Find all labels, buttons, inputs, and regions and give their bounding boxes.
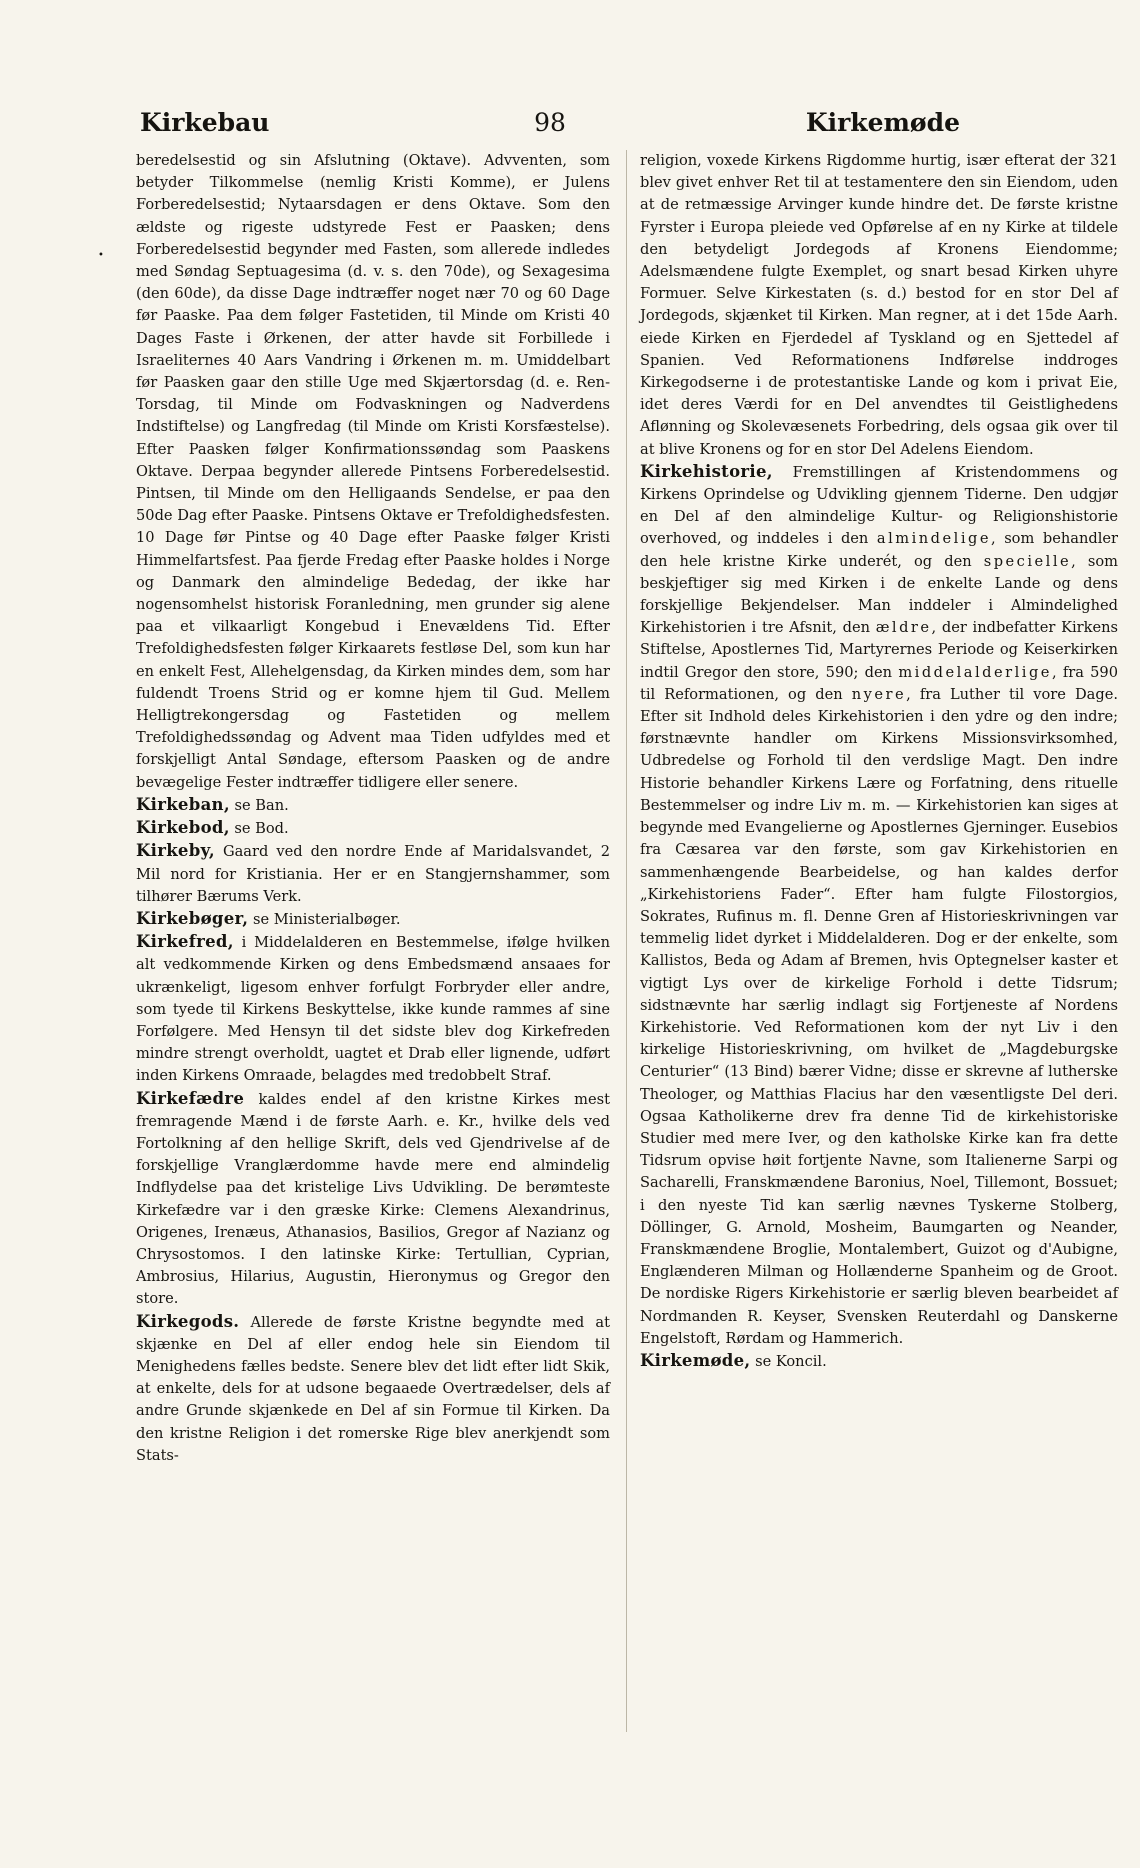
entry-kirkegods <box>136 1311 610 1467</box>
entry-text: , som beskjeftiger sig med Kirken i de enkelte Lande og dens forskjellige Bekjendelser. Man inddeler i Almindelighed Kirkehistorien i tre Afsnit, den <box>640 552 1118 637</box>
headword: Kirkebod, <box>136 818 230 838</box>
emphasis-term: middelalderlige <box>898 663 1052 681</box>
emphasis-term: nyere <box>851 685 907 703</box>
entry-kirkehistorie <box>640 461 1118 1350</box>
entry-text: , fra 590 til Reformationen, og den <box>640 663 1118 703</box>
entry-text: Fremstillingen af Kristendommens og Kirkens Oprindelse og Udvikling gjennem Tiderne. Den udgjør en Del af den almindelige Kultur- og Religionshistorie overhoved, og inddeles i den <box>640 463 1118 548</box>
entry-kirkeby <box>136 840 610 908</box>
headword: Kirkefædre <box>136 1088 245 1108</box>
emphasis-term: ældre <box>875 619 932 637</box>
entry-text: kaldes endel af den kristne Kirkes mest fremragende Mænd i de første Aarh. e. Kr., hvilke dels ved Fortolkning af den hellige Skrift, dels ved Gjendrivelse af de forskjellige Vranglærdomme havde mere end almindelig Indflydelse paa det kristelige Livs Udvikling. De berømteste Kirkefædre var i den græske Kirke: Clemens Alexandrinus, Origenes, Irenæus, Athanasios, Basilios, Gregor af Nazianz og Chrysostomos. I den latinske Kirke: Tertullian, Cyprian, Ambrosius, Hilarius, Augustin, Hieronymus og Gregor den store. <box>136 1090 610 1308</box>
entry-text: Allerede de første Kristne begyndte med at skjænke en Del af eller endog hele sin Eiendom til Menighedens fælles bedste. Senere blev det lidt efter lidt Skik, at enkelte, dels for at udsone begaaede Overtrædelser, dels af andre Grunde skjænkede en Del af sin Formue til Kirken. Da den kristne Religion i det romerske Rige blev anerkjendt som Stats- <box>136 1313 610 1464</box>
left-guide-word: Kirkebau <box>140 108 270 137</box>
entry-text: , som behandler den hele kristne Kirke underét, og den <box>640 530 1118 570</box>
entry-kirkefaedre <box>136 1088 610 1311</box>
continued-paragraph: religion, voxede Kirkens Rigdomme hurtig, især efterat der 321 blev givet enhver Ret til at testamentere den sin Eiendom, uden at de retmæssige Arvinger kunde hindre det. De første kristne Fyrster i Europa pleiede ved Opførelse af en ny Kirke at tildele den betydeligt Jordegods af Kronens Eiendomme; Adelsmændene fulgte Exemplet, og snart besad Kirken uhyre Formuer. Selve Kirkestaten (s. d.) bestod for en stor Del af Jordegods, skjænket til Kirken. Man regner, at i det 15de Aarh. eiede Kirken en Fjerdedel af Tyskland og en Sjettedel af Spanien. Ved Reformationens Indførelse inddroges Kirkegodserne i de protestantiske Lande og kom i privat Eie, idet deres Værdi for en Del anvendtes til Geistlighedens Aflønning og Skolevæsenets Forbedring, dels ogsaa gik over til at blive Kronens og for en stor Del Adelens Eiendom. <box>640 152 1118 458</box>
entry-kirkemode <box>640 1350 1118 1373</box>
entry-kirkefred <box>136 931 610 1087</box>
entry-text: se Ban. <box>229 796 289 814</box>
right-column <box>640 150 1118 1373</box>
headword: Kirkehistorie, <box>640 461 773 481</box>
left-column <box>136 150 610 1467</box>
emphasis-term: specielle <box>983 552 1072 570</box>
headword: Kirkegods. <box>136 1311 240 1331</box>
entry-kirkeban <box>136 794 610 817</box>
running-head <box>140 108 960 142</box>
entry-text: , fra Luther til vore Dage. Efter sit Indhold deles Kirkehistorien i den ydre og den indre; førstnævnte handler om Kirkens Missionsvirksomhed, Udbredelse og Forhold til den verdslige Magt. Den indre Historie behandler Kirkens Lære og Forfatning, dens rituelle Bestemmelser og indre Liv m. m. — Kirkehistorien kan siges at begynde med Evangelierne og Apostlernes Gjerninger. Eusebios fra Cæsarea var den første, som gav Kirkehistorien en sammenhængende Bearbeidelse, og han kaldes derfor „Kirkehistoriens Fader“. Efter ham fulgte Filostorgios, Sokrates, Rufinus m. fl. Denne Gren af Historieskrivningen var temmelig lidet dyrket i Middelalderen. Dog er der enkelte, som Kallistos, Beda og Adam af Bremen, hvis Optegnelser kaster et vigtigt Lys over de kirkelige Forhold i dette Tidsrum; sidstnævnte har særlig indlagt sig Fortjeneste af Nordens Kirkehistorie. Ved Reformationen kom der nyt Liv i den kirkelige Historieskrivning, om hvilket de „Magdeburgske Centurier“ (13 Bind) bærer Vidne; disse er skrevne af lutherske Theologer, og Matthias Flacius har den væsentligste Del deri. Ogsaa Katholikerne drev fra denne Tid de kirkehistoriske Studier med mere Iver, og den katholske Kirke kan fra dette Tidsrum opvise høit fortjente Navne, som Italienerne Sarpi og Sacharelli, Franskmændene Baronius, Noel, Tillemont, Bossuet; i den nyeste Tid kan særlig nævnes Tyskerne Stolberg, Döllinger, G. Arnold, Mosheim, Baumgarten og Neander, Franskmændene Broglie, Montalembert, Guizot og d'Aubigne, Englænderen Milman og Hollænderne Spanheim og de Groot. De nordiske Rigers Kirkehistorie er særlig bleven bearbeidet af Nordmanden R. Keyser, Svensken Reuterdahl og Danskerne Engelstoft, Rørdam og Hammerich. <box>640 685 1118 1347</box>
headword: Kirkebøger, <box>136 908 249 928</box>
right-guide-word: Kirkemøde <box>805 108 960 137</box>
headword: Kirkefred, <box>136 932 234 952</box>
entry-text: Gaard ved den nordre Ende af Maridalsvandet, 2 Mil nord for Kristiania. Her er en Stangjernshammer, som tilhører Bærums Verk. <box>136 843 610 905</box>
headword: Kirkeby, <box>136 841 215 861</box>
entry-text: se Ministerialbøger. <box>248 910 401 928</box>
headword: Kirkemøde, <box>640 1350 751 1370</box>
column-divider <box>626 150 627 1732</box>
margin-dot: • <box>98 250 104 261</box>
continued-paragraph: beredelsestid og sin Afslutning (Oktave). Advventen, som betyder Tilkommelse (nemlig Kristi Komme), er Julens Forberedelsestid; Nytaarsdagen er dens Oktave. Som den ældste og rigeste udstyrede Fest er Paasken; dens Forberedelsestid begynder med Fasten, som allerede indledes med Søndag Septuagesima (d. v. s. den 70de), og Sexagesima (den 60de), da disse Dage indtræffer noget nær 70 og 60 Dage før Paaske. Paa dem følger Fastetiden, til Minde om Kristi 40 Dages Faste i Ørkenen, der atter havde sit Forbillede i Israeliternes 40 Aars Vandring i Ørkenen m. m. Umiddelbart før Paasken gaar den stille Uge med Skjærtorsdag (d. e. Ren-Torsdag, til Minde om Fodvaskningen og Nadverdens Indstiftelse) og Langfredag (til Minde om Kristi Korsfæstelse). Efter Paasken følger Konfirmationssøndag som Paaskens Oktave. Derpaa begynder allerede Pintsens Forberedelsestid. Pintsen, til Minde om den Helligaands Sendelse, er paa den 50de Dag efter Paaske. Pintsens Oktave er Trefoldighedsfesten. 10 Dage før Pintse og 40 Dage efter Paaske følger Kristi Himmelfartsfest. Paa fjerde Fredag efter Paaske holdes i Norge og Danmark den almindelige Bededag, der ikke har nogensomhelst historisk Foranledning, men grunder sig alene paa et vilkaarligt Kongebud i Enevældens Tid. Efter Trefoldighedsfesten følger Kirkaarets festløse Del, som kun har en enkelt Fest, Allehelgensdag, da Kirken mindes dem, som har fuldendt Troens Strid og er komne hjem til Gud. Mellem Helligtrekongersdag og Fastetiden og mellem Trefoldighedssøndag og Advent maa Tiden udfyldes med et forskjelligt Antal Søndage, eftersom Paasken og de andre bevægelige Fester indtræffer tidligere eller senere. <box>136 152 610 791</box>
emphasis-term: almindelige <box>876 530 991 548</box>
entry-text: se Koncil. <box>750 1352 827 1370</box>
page-number: 98 <box>534 108 566 137</box>
entry-kirkeboger <box>136 908 610 931</box>
entry-text: i Middelalderen en Bestemmelse, ifølge hvilken alt vedkommende Kirken og dens Embedsmænd ansaaes for ukrænkeligt, ligesom enhver forfulgt Forbryder eller andre, som tyede til Kirkens Beskyttelse, ikke kunde rammes af sine Forfølgere. Med Hensyn til det sidste blev dog Kirkefreden mindre strengt overholdt, uagtet et Drab eller lignende, udført inden Kirkens Omraade, belagdes med tredobbelt Straf. <box>136 934 610 1085</box>
headword: Kirkeban, <box>136 794 230 814</box>
entry-text: , der indbefatter Kirkens Stiftelse, Apostlernes Tid, Martyrernes Periode og Keiserkirken indtil Gregor den store, 590; den <box>640 619 1118 681</box>
entry-kirkebod <box>136 817 610 840</box>
entry-text: se Bod. <box>229 820 289 838</box>
